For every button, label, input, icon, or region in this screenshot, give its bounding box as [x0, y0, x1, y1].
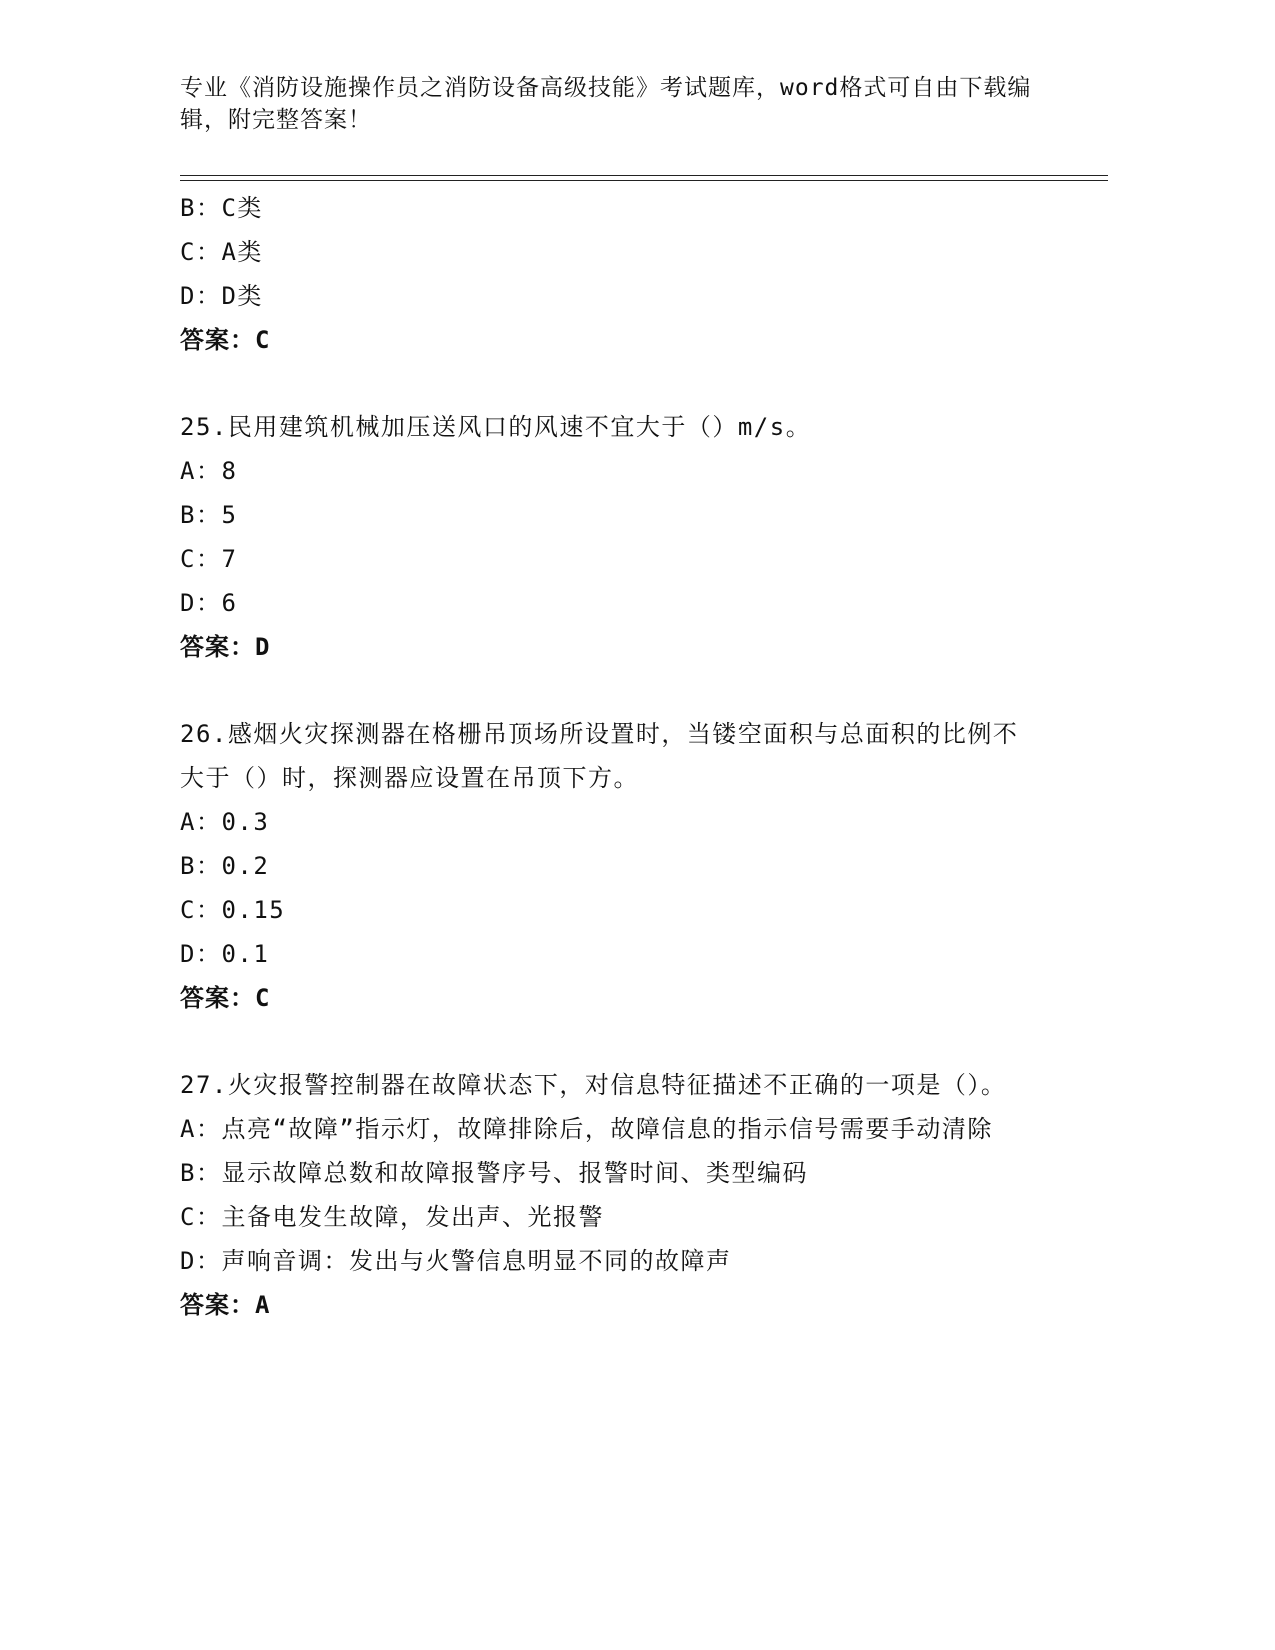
option-c: C：0.15 — [180, 896, 286, 924]
option-a: A：0.3 — [180, 808, 270, 836]
option-b: B：0.2 — [180, 852, 270, 880]
option-b: B：显示故障总数和故障报警序号、报警时间、类型编码 — [180, 1159, 808, 1187]
option-a: A：8 — [180, 457, 238, 485]
answer: 答案：C — [180, 984, 271, 1012]
option-c: C：A类 — [180, 238, 263, 266]
option-b: B：5 — [180, 501, 238, 529]
option-a: A：点亮“故障”指示灯，故障排除后，故障信息的指示信号需要手动清除 — [180, 1115, 993, 1143]
question-25 — [180, 405, 1060, 669]
question-27 — [180, 1063, 1060, 1327]
answer: 答案：D — [180, 633, 271, 661]
header-divider-bottom — [180, 180, 1108, 181]
header-divider-top — [180, 175, 1108, 176]
option-b: B：C类 — [180, 194, 263, 222]
answer: 答案：C — [180, 326, 271, 354]
question-stem: 26.感烟火灾探测器在格栅吊顶场所设置时，当镂空面积与总面积的比例不大于（）时，探测器应设置在吊顶下方。 — [180, 720, 1019, 792]
document-header: 专业《消防设施操作员之消防设备高级技能》考试题库，word格式可自由下载编辑，附完整答案！ — [180, 75, 1032, 133]
option-d: D：D类 — [180, 282, 263, 310]
option-c: C：7 — [180, 545, 238, 573]
question-stem: 27.火灾报警控制器在故障状态下，对信息特征描述不正确的一项是（）。 — [180, 1071, 1007, 1099]
option-d: D：6 — [180, 589, 238, 617]
question-stem: 25.民用建筑机械加压送风口的风速不宜大于（）m/s。 — [180, 413, 812, 441]
option-d: D：0.1 — [180, 940, 270, 968]
option-c: C：主备电发生故障，发出声、光报警 — [180, 1203, 604, 1231]
answer: 答案：A — [180, 1291, 271, 1319]
option-d: D：声响音调：发出与火警信息明显不同的故障声 — [180, 1247, 732, 1275]
question-26 — [180, 712, 1060, 1020]
prev-question-tail — [180, 186, 1060, 362]
question-list — [180, 186, 1060, 1327]
